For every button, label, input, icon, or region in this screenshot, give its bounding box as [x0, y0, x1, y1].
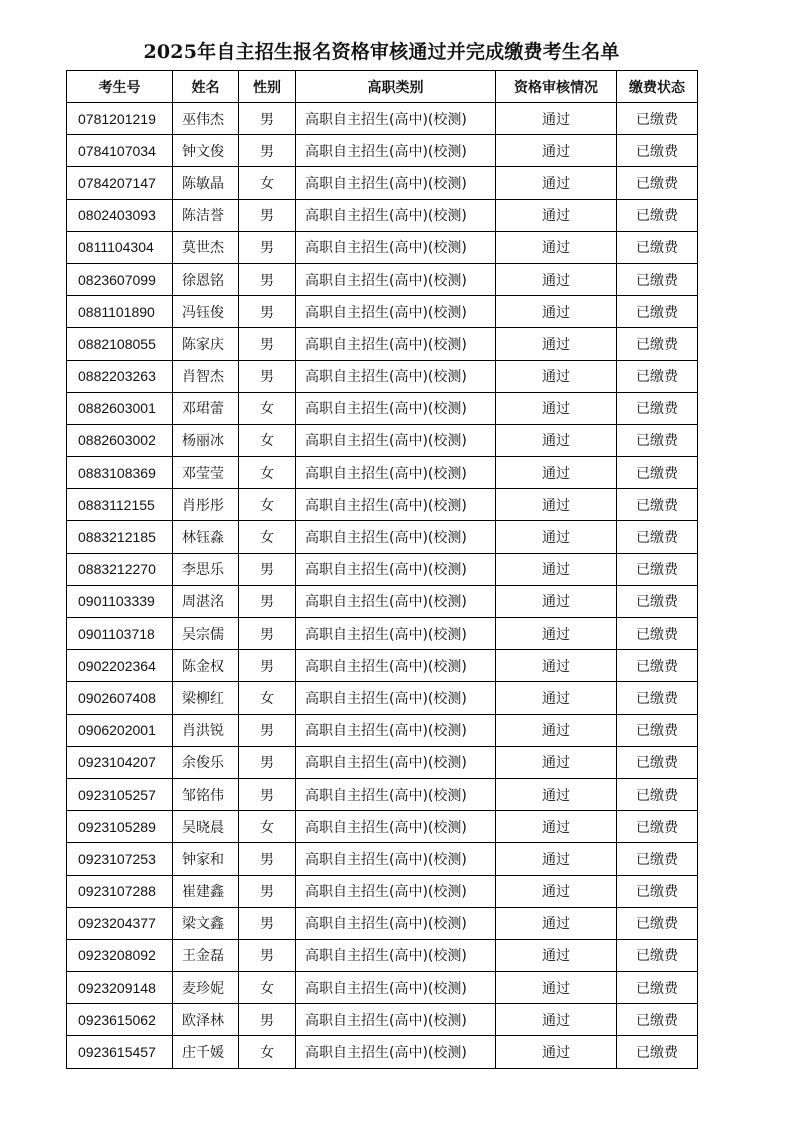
- cell-name: 王金磊: [173, 939, 239, 971]
- header-review-status: 资格审核情况: [496, 71, 617, 103]
- cell-gender: 男: [239, 843, 296, 875]
- cell-name: 肖智杰: [173, 360, 239, 392]
- cell-gender: 女: [239, 972, 296, 1004]
- cell-review-status: 通过: [496, 1004, 617, 1036]
- cell-review-status: 通过: [496, 746, 617, 778]
- table-row: [67, 521, 698, 553]
- cell-gender: 女: [239, 392, 296, 424]
- table-row: [67, 457, 698, 489]
- header-category: 高职类别: [296, 71, 496, 103]
- cell-name: 林钰淼: [173, 521, 239, 553]
- cell-name: 钟文俊: [173, 135, 239, 167]
- table-body: [67, 103, 698, 1069]
- cell-gender: 男: [239, 585, 296, 617]
- cell-exam-number: 0882603001: [67, 392, 173, 424]
- table-row: [67, 296, 698, 328]
- cell-exam-number: 0882203263: [67, 360, 173, 392]
- cell-category: 高职自主招生(高中)(校测): [296, 489, 496, 521]
- cell-review-status: 通过: [496, 585, 617, 617]
- cell-review-status: 通过: [496, 263, 617, 295]
- cell-category: 高职自主招生(高中)(校测): [296, 714, 496, 746]
- cell-name: 冯钰俊: [173, 296, 239, 328]
- cell-review-status: 通过: [496, 392, 617, 424]
- cell-name: 梁柳红: [173, 682, 239, 714]
- cell-review-status: 通过: [496, 424, 617, 456]
- cell-exam-number: 0784207147: [67, 167, 173, 199]
- header-exam-number: 考生号: [67, 71, 173, 103]
- cell-category: 高职自主招生(高中)(校测): [296, 392, 496, 424]
- cell-payment-status: 已缴费: [617, 746, 698, 778]
- cell-gender: 男: [239, 263, 296, 295]
- table-row: [67, 392, 698, 424]
- cell-category: 高职自主招生(高中)(校测): [296, 135, 496, 167]
- cell-category: 高职自主招生(高中)(校测): [296, 778, 496, 810]
- cell-gender: 男: [239, 746, 296, 778]
- cell-category: 高职自主招生(高中)(校测): [296, 328, 496, 360]
- table-row: [67, 746, 698, 778]
- table-row: [67, 650, 698, 682]
- table-row: [67, 714, 698, 746]
- cell-name: 邓珺蕾: [173, 392, 239, 424]
- cell-review-status: 通过: [496, 811, 617, 843]
- cell-review-status: 通过: [496, 682, 617, 714]
- header-payment-status: 缴费状态: [617, 71, 698, 103]
- cell-category: 高职自主招生(高中)(校测): [296, 360, 496, 392]
- table-row: [67, 682, 698, 714]
- cell-exam-number: 0902202364: [67, 650, 173, 682]
- cell-gender: 男: [239, 103, 296, 135]
- cell-payment-status: 已缴费: [617, 778, 698, 810]
- cell-category: 高职自主招生(高中)(校测): [296, 1004, 496, 1036]
- cell-exam-number: 0923105257: [67, 778, 173, 810]
- cell-category: 高职自主招生(高中)(校测): [296, 263, 496, 295]
- cell-review-status: 通过: [496, 843, 617, 875]
- table-row: [67, 360, 698, 392]
- cell-payment-status: 已缴费: [617, 296, 698, 328]
- cell-exam-number: 0882108055: [67, 328, 173, 360]
- cell-gender: 男: [239, 875, 296, 907]
- cell-name: 徐恩铭: [173, 263, 239, 295]
- cell-category: 高职自主招生(高中)(校测): [296, 296, 496, 328]
- cell-exam-number: 0902607408: [67, 682, 173, 714]
- cell-category: 高职自主招生(高中)(校测): [296, 457, 496, 489]
- cell-review-status: 通过: [496, 1036, 617, 1068]
- cell-review-status: 通过: [496, 296, 617, 328]
- cell-category: 高职自主招生(高中)(校测): [296, 811, 496, 843]
- cell-review-status: 通过: [496, 939, 617, 971]
- cell-payment-status: 已缴费: [617, 199, 698, 231]
- table-row: [67, 585, 698, 617]
- cell-gender: 男: [239, 231, 296, 263]
- cell-category: 高职自主招生(高中)(校测): [296, 1036, 496, 1068]
- cell-payment-status: 已缴费: [617, 1004, 698, 1036]
- cell-payment-status: 已缴费: [617, 263, 698, 295]
- cell-review-status: 通过: [496, 231, 617, 263]
- cell-category: 高职自主招生(高中)(校测): [296, 682, 496, 714]
- cell-review-status: 通过: [496, 489, 617, 521]
- cell-category: 高职自主招生(高中)(校测): [296, 939, 496, 971]
- cell-category: 高职自主招生(高中)(校测): [296, 585, 496, 617]
- cell-exam-number: 0923104207: [67, 746, 173, 778]
- cell-name: 莫世杰: [173, 231, 239, 263]
- cell-name: 庄千媛: [173, 1036, 239, 1068]
- cell-category: 高职自主招生(高中)(校测): [296, 618, 496, 650]
- cell-payment-status: 已缴费: [617, 875, 698, 907]
- cell-payment-status: 已缴费: [617, 585, 698, 617]
- table-row: [67, 328, 698, 360]
- cell-exam-number: 0906202001: [67, 714, 173, 746]
- cell-exam-number: 0883112155: [67, 489, 173, 521]
- cell-category: 高职自主招生(高中)(校测): [296, 424, 496, 456]
- table-row: [67, 553, 698, 585]
- table-row: [67, 778, 698, 810]
- table-row: [67, 875, 698, 907]
- cell-gender: 女: [239, 424, 296, 456]
- cell-review-status: 通过: [496, 167, 617, 199]
- cell-exam-number: 0901103339: [67, 585, 173, 617]
- cell-gender: 男: [239, 296, 296, 328]
- cell-payment-status: 已缴费: [617, 811, 698, 843]
- cell-gender: 女: [239, 489, 296, 521]
- cell-exam-number: 0883108369: [67, 457, 173, 489]
- cell-exam-number: 0901103718: [67, 618, 173, 650]
- table-row: [67, 939, 698, 971]
- cell-name: 崔建鑫: [173, 875, 239, 907]
- cell-review-status: 通过: [496, 972, 617, 1004]
- cell-exam-number: 0923615457: [67, 1036, 173, 1068]
- cell-name: 欧泽林: [173, 1004, 239, 1036]
- cell-exam-number: 0923204377: [67, 907, 173, 939]
- cell-name: 李思乐: [173, 553, 239, 585]
- cell-name: 邓莹莹: [173, 457, 239, 489]
- cell-exam-number: 0883212185: [67, 521, 173, 553]
- candidate-table: [66, 70, 698, 1069]
- table-row: [67, 1004, 698, 1036]
- cell-payment-status: 已缴费: [617, 843, 698, 875]
- cell-review-status: 通过: [496, 875, 617, 907]
- cell-name: 周湛洺: [173, 585, 239, 617]
- cell-gender: 女: [239, 682, 296, 714]
- cell-payment-status: 已缴费: [617, 392, 698, 424]
- cell-exam-number: 0923615062: [67, 1004, 173, 1036]
- header-name: 姓名: [173, 71, 239, 103]
- cell-payment-status: 已缴费: [617, 328, 698, 360]
- cell-payment-status: 已缴费: [617, 939, 698, 971]
- cell-name: 余俊乐: [173, 746, 239, 778]
- cell-payment-status: 已缴费: [617, 167, 698, 199]
- cell-gender: 女: [239, 811, 296, 843]
- cell-category: 高职自主招生(高中)(校测): [296, 746, 496, 778]
- cell-gender: 男: [239, 618, 296, 650]
- cell-exam-number: 0811104304: [67, 231, 173, 263]
- cell-review-status: 通过: [496, 103, 617, 135]
- cell-exam-number: 0923105289: [67, 811, 173, 843]
- table-row: [67, 263, 698, 295]
- cell-gender: 男: [239, 135, 296, 167]
- cell-category: 高职自主招生(高中)(校测): [296, 875, 496, 907]
- cell-review-status: 通过: [496, 778, 617, 810]
- cell-review-status: 通过: [496, 650, 617, 682]
- cell-gender: 男: [239, 650, 296, 682]
- cell-name: 陈敏晶: [173, 167, 239, 199]
- cell-payment-status: 已缴费: [617, 135, 698, 167]
- cell-gender: 女: [239, 521, 296, 553]
- cell-payment-status: 已缴费: [617, 424, 698, 456]
- cell-gender: 男: [239, 328, 296, 360]
- document-title: 2025年自主招生报名资格审核通过并完成缴费考生名单: [143, 41, 620, 63]
- cell-review-status: 通过: [496, 618, 617, 650]
- cell-gender: 男: [239, 360, 296, 392]
- cell-gender: 男: [239, 939, 296, 971]
- table-row: [67, 1036, 698, 1068]
- header-gender: 性别: [239, 71, 296, 103]
- cell-payment-status: 已缴费: [617, 650, 698, 682]
- cell-gender: 女: [239, 1036, 296, 1068]
- table-row: [67, 489, 698, 521]
- cell-exam-number: 0923208092: [67, 939, 173, 971]
- cell-review-status: 通过: [496, 521, 617, 553]
- cell-payment-status: 已缴费: [617, 618, 698, 650]
- cell-exam-number: 0823607099: [67, 263, 173, 295]
- table-row: [67, 231, 698, 263]
- cell-category: 高职自主招生(高中)(校测): [296, 972, 496, 1004]
- cell-name: 邹铭伟: [173, 778, 239, 810]
- cell-review-status: 通过: [496, 553, 617, 585]
- cell-exam-number: 0781201219: [67, 103, 173, 135]
- table-row: [67, 167, 698, 199]
- cell-name: 陈金权: [173, 650, 239, 682]
- table-row: [67, 199, 698, 231]
- cell-payment-status: 已缴费: [617, 360, 698, 392]
- cell-review-status: 通过: [496, 457, 617, 489]
- cell-payment-status: 已缴费: [617, 1036, 698, 1068]
- cell-gender: 男: [239, 907, 296, 939]
- cell-category: 高职自主招生(高中)(校测): [296, 199, 496, 231]
- cell-gender: 男: [239, 714, 296, 746]
- cell-category: 高职自主招生(高中)(校测): [296, 650, 496, 682]
- cell-exam-number: 0881101890: [67, 296, 173, 328]
- cell-name: 麦珍妮: [173, 972, 239, 1004]
- table-row: [67, 135, 698, 167]
- cell-name: 吴宗儒: [173, 618, 239, 650]
- cell-payment-status: 已缴费: [617, 521, 698, 553]
- cell-category: 高职自主招生(高中)(校测): [296, 167, 496, 199]
- cell-review-status: 通过: [496, 907, 617, 939]
- cell-name: 肖彤彤: [173, 489, 239, 521]
- cell-payment-status: 已缴费: [617, 457, 698, 489]
- cell-gender: 男: [239, 1004, 296, 1036]
- cell-payment-status: 已缴费: [617, 489, 698, 521]
- cell-name: 吴晓晨: [173, 811, 239, 843]
- cell-exam-number: 0882603002: [67, 424, 173, 456]
- cell-exam-number: 0784107034: [67, 135, 173, 167]
- cell-gender: 女: [239, 167, 296, 199]
- cell-exam-number: 0883212270: [67, 553, 173, 585]
- cell-name: 巫伟杰: [173, 103, 239, 135]
- cell-name: 钟家和: [173, 843, 239, 875]
- cell-category: 高职自主招生(高中)(校测): [296, 907, 496, 939]
- cell-payment-status: 已缴费: [617, 231, 698, 263]
- cell-payment-status: 已缴费: [617, 714, 698, 746]
- cell-exam-number: 0923209148: [67, 972, 173, 1004]
- cell-name: 陈家庆: [173, 328, 239, 360]
- table-row: [67, 843, 698, 875]
- cell-review-status: 通过: [496, 714, 617, 746]
- cell-payment-status: 已缴费: [617, 907, 698, 939]
- table-row: [67, 811, 698, 843]
- cell-name: 梁文鑫: [173, 907, 239, 939]
- cell-review-status: 通过: [496, 199, 617, 231]
- cell-payment-status: 已缴费: [617, 682, 698, 714]
- cell-payment-status: 已缴费: [617, 972, 698, 1004]
- cell-review-status: 通过: [496, 360, 617, 392]
- cell-category: 高职自主招生(高中)(校测): [296, 103, 496, 135]
- table-row: [67, 103, 698, 135]
- table-header-row: [67, 71, 698, 103]
- cell-payment-status: 已缴费: [617, 103, 698, 135]
- cell-category: 高职自主招生(高中)(校测): [296, 231, 496, 263]
- cell-name: 杨丽冰: [173, 424, 239, 456]
- cell-payment-status: 已缴费: [617, 553, 698, 585]
- cell-exam-number: 0923107253: [67, 843, 173, 875]
- cell-gender: 男: [239, 553, 296, 585]
- cell-exam-number: 0923107288: [67, 875, 173, 907]
- table-row: [67, 907, 698, 939]
- cell-name: 肖洪锐: [173, 714, 239, 746]
- cell-gender: 女: [239, 457, 296, 489]
- cell-exam-number: 0802403093: [67, 199, 173, 231]
- table-row: [67, 972, 698, 1004]
- table-row: [67, 424, 698, 456]
- cell-category: 高职自主招生(高中)(校测): [296, 843, 496, 875]
- cell-category: 高职自主招生(高中)(校测): [296, 521, 496, 553]
- cell-review-status: 通过: [496, 135, 617, 167]
- cell-category: 高职自主招生(高中)(校测): [296, 553, 496, 585]
- cell-name: 陈洁誉: [173, 199, 239, 231]
- cell-review-status: 通过: [496, 328, 617, 360]
- cell-gender: 男: [239, 199, 296, 231]
- cell-gender: 男: [239, 778, 296, 810]
- table-row: [67, 618, 698, 650]
